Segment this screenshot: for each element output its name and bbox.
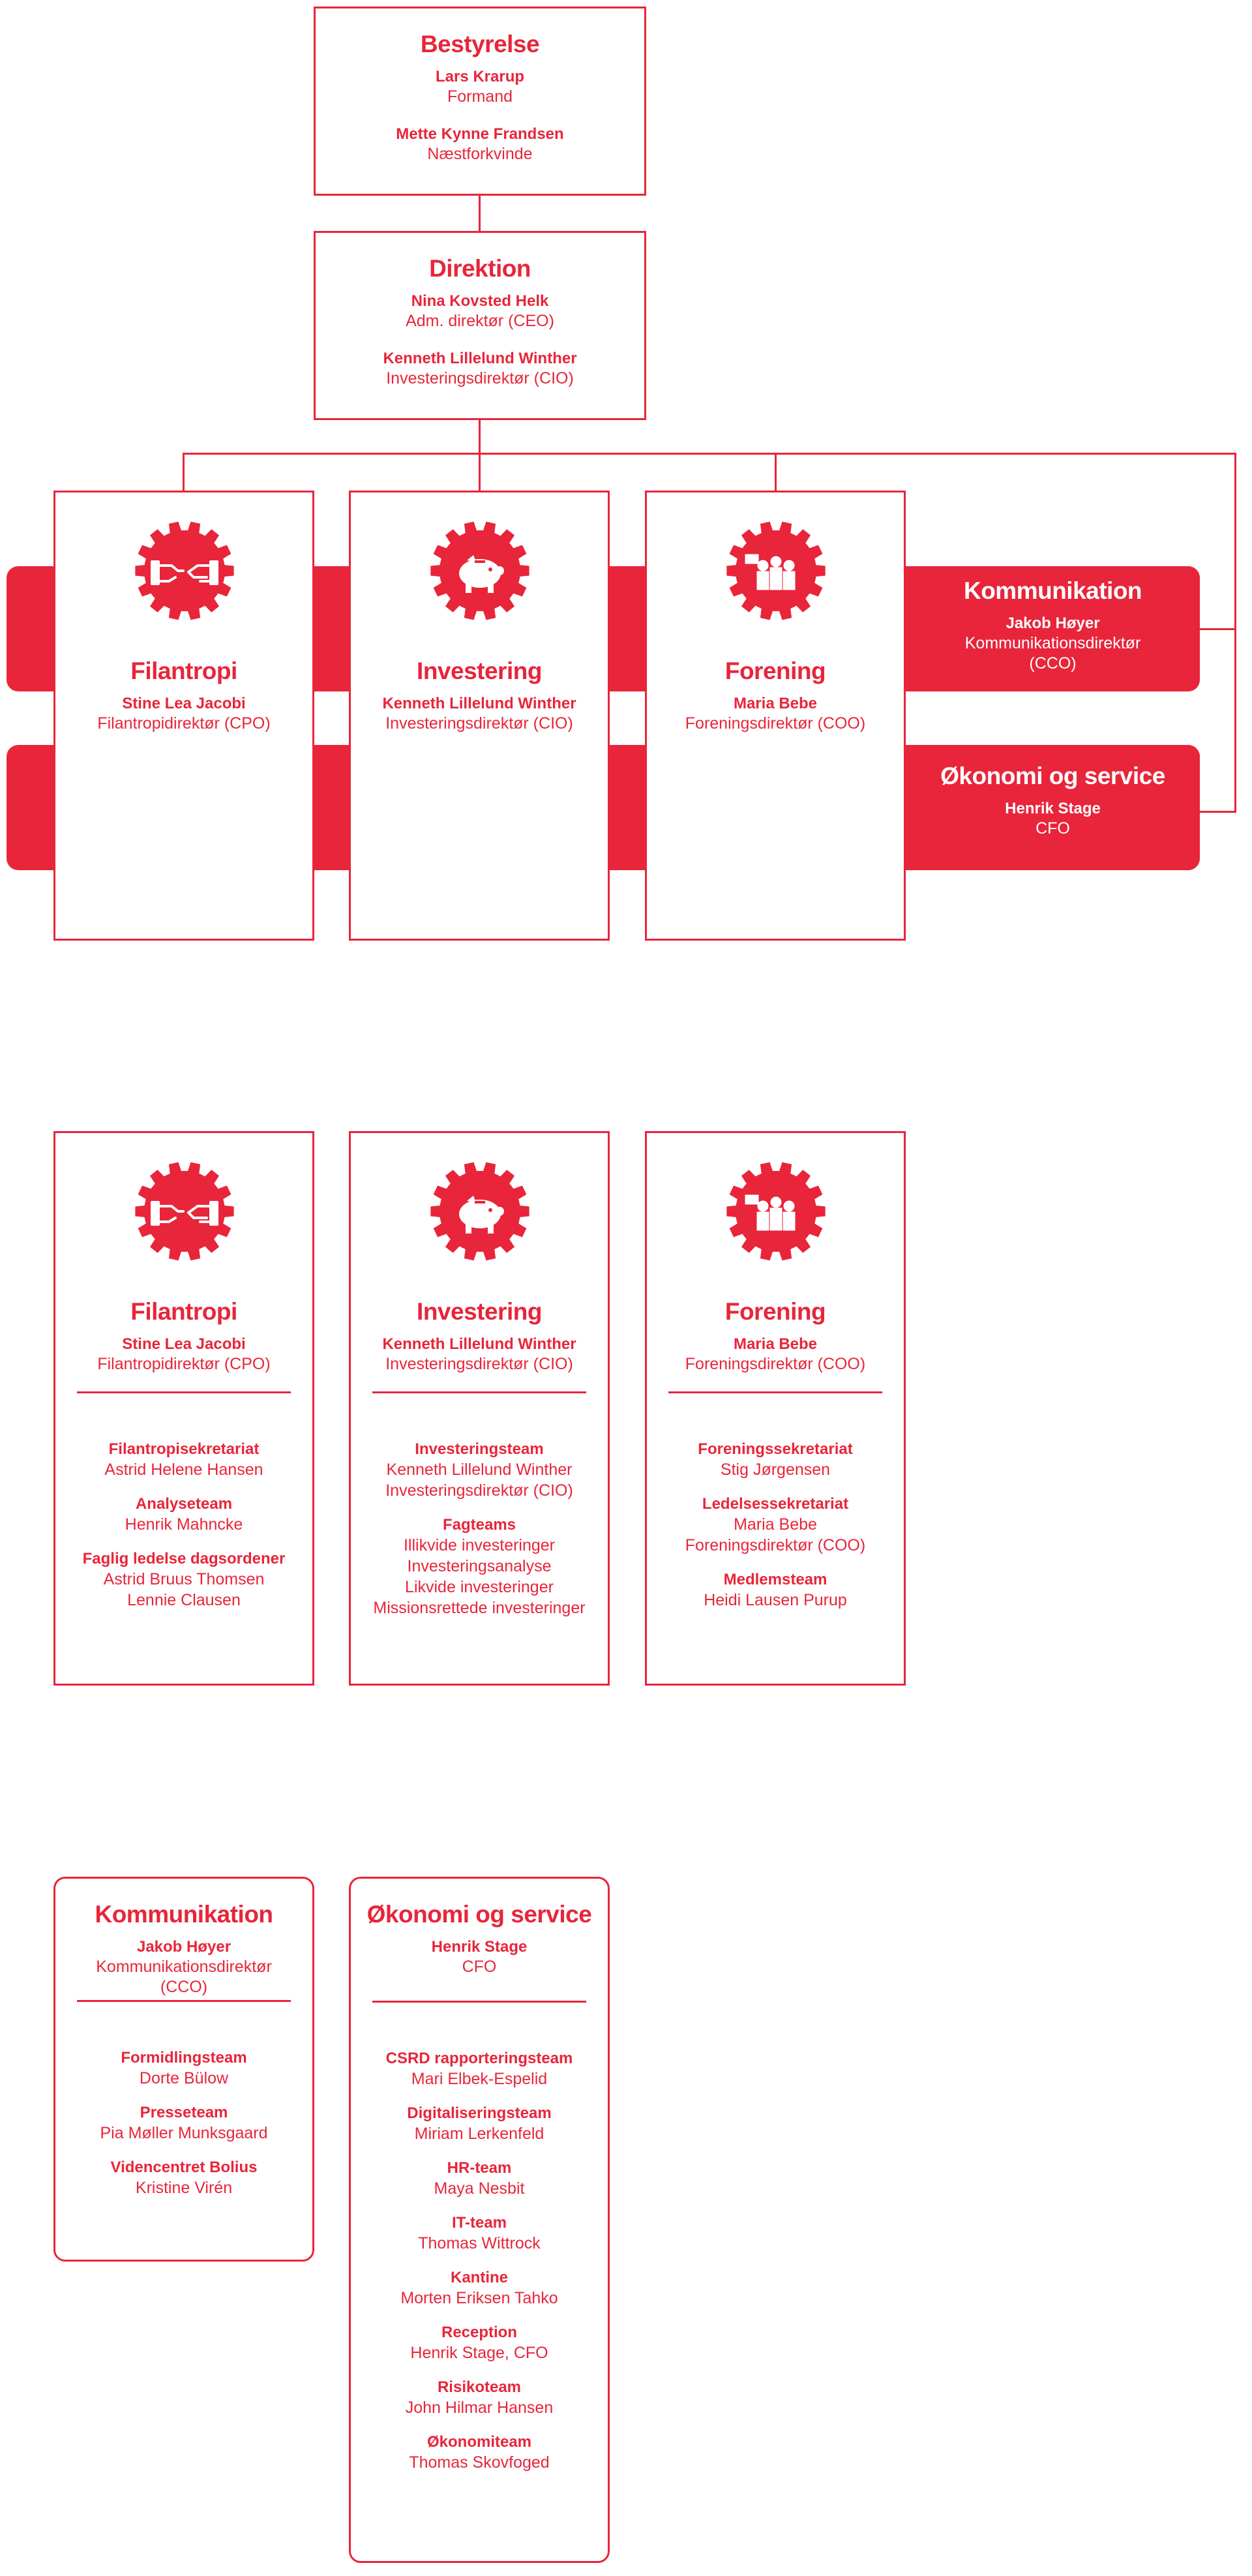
team-name: Digitaliseringsteam bbox=[407, 2104, 552, 2122]
staff-person-name: Jakob Høyer bbox=[1006, 614, 1100, 632]
people-gear-icon bbox=[724, 519, 828, 623]
handshake-gear-icon bbox=[132, 1159, 237, 1264]
team-member: Stig Jørgensen bbox=[720, 1461, 831, 1479]
direktion-title: Direktion bbox=[429, 255, 531, 282]
team-member: Astrid Bruus Thomsen bbox=[103, 1570, 265, 1588]
team-name: Formidlingsteam bbox=[121, 2049, 247, 2067]
team-name: CSRD rapporteringsteam bbox=[385, 2050, 573, 2067]
divider bbox=[77, 2000, 291, 2002]
board-person-role: Næstforkvinde bbox=[427, 145, 533, 163]
unit-title: Investering bbox=[417, 1298, 542, 1325]
team-member: Missionsrettede investeringer bbox=[373, 1599, 586, 1617]
staff-person-role: Kommunikationsdirektør bbox=[964, 634, 1141, 652]
connector-right-vertical bbox=[1234, 453, 1236, 813]
team-member: Maya Nesbit bbox=[434, 2179, 525, 2198]
board-person-name: Lars Krarup bbox=[435, 68, 525, 85]
team-member: Miriam Lerkenfeld bbox=[414, 2125, 544, 2143]
unit-person-role: Filantropidirektør (CPO) bbox=[97, 714, 271, 733]
team-member: Morten Eriksen Tahko bbox=[400, 2289, 558, 2307]
divider bbox=[77, 1391, 291, 1393]
unit-title: Forening bbox=[724, 658, 826, 684]
unit-person-role: Kommunikationsdirektør bbox=[96, 1958, 272, 1976]
unit-person-role: Investeringsdirektør (CIO) bbox=[385, 714, 573, 733]
team-member: John Hilmar Hansen bbox=[405, 2399, 554, 2417]
divider bbox=[372, 1391, 586, 1393]
connector-to-forening bbox=[775, 453, 777, 491]
unit-person-name: Maria Bebe bbox=[733, 695, 818, 712]
unit-title: Filantropi bbox=[130, 658, 237, 684]
team-name: Analyseteam bbox=[135, 1495, 233, 1513]
board-person-name: Mette Kynne Frandsen bbox=[396, 125, 564, 143]
unit-title: Filantropi bbox=[130, 1298, 237, 1325]
team-member: Pia Møller Munksgaard bbox=[100, 2124, 268, 2142]
divider bbox=[668, 1391, 882, 1393]
unit-person-name: Maria Bebe bbox=[733, 1335, 818, 1353]
direktion-person-role: Adm. direktør (CEO) bbox=[406, 312, 554, 330]
handshake-gear-icon bbox=[132, 519, 237, 623]
unit-person-name: Henrik Stage bbox=[431, 1938, 528, 1956]
team-member: Kristine Virén bbox=[135, 2179, 233, 2197]
people-gear-icon bbox=[724, 1159, 828, 1264]
detail-box-okonomi bbox=[349, 1877, 610, 2563]
staff-person-name: Henrik Stage bbox=[1005, 800, 1101, 817]
team-member: Illikvide investeringer bbox=[403, 1536, 556, 1554]
team-name: Foreningssekretariat bbox=[698, 1440, 853, 1458]
team-member: Lennie Clausen bbox=[127, 1591, 241, 1609]
team-name: Presseteam bbox=[140, 2104, 228, 2121]
connector-to-okonomi bbox=[1200, 811, 1236, 813]
unit-title: Forening bbox=[724, 1298, 826, 1325]
board-title: Bestyrelse bbox=[420, 31, 540, 57]
team-member: Investeringsdirektør (CIO) bbox=[385, 1481, 573, 1500]
divider bbox=[372, 2001, 586, 2003]
team-name: Medlemsteam bbox=[723, 1571, 827, 1588]
unit-title: Kommunikation bbox=[95, 1901, 273, 1928]
team-name: Økonomiteam bbox=[426, 2433, 532, 2451]
connector-to-investering bbox=[479, 453, 481, 491]
detail-box-investering bbox=[349, 1131, 610, 1686]
connector-board-direktion bbox=[479, 193, 481, 231]
team-member: Astrid Helene Hansen bbox=[104, 1461, 263, 1479]
unit-box-investering bbox=[349, 491, 610, 941]
staff-title: Kommunikation bbox=[963, 577, 1142, 604]
board-box bbox=[314, 7, 646, 196]
unit-person-role: Foreningsdirektør (COO) bbox=[685, 1355, 866, 1373]
team-member: Thomas Wittrock bbox=[418, 2234, 541, 2252]
team-name: Investeringsteam bbox=[415, 1440, 544, 1458]
direktion-box bbox=[314, 231, 646, 420]
team-member: Thomas Skovfoged bbox=[409, 2453, 550, 2472]
unit-person-name: Jakob Høyer bbox=[136, 1938, 231, 1956]
unit-person-role: CFO bbox=[462, 1958, 497, 1976]
team-member: Dorte Bülow bbox=[139, 2069, 229, 2087]
staff-box-kommunikation bbox=[906, 566, 1200, 691]
connector-direktion-down bbox=[479, 417, 481, 454]
unit-person-name: Kenneth Lillelund Winther bbox=[382, 1335, 576, 1353]
piggy-bank-gear-icon bbox=[428, 519, 532, 623]
team-name: Faglig ledelse dagsordener bbox=[82, 1550, 286, 1568]
team-name: Fagteams bbox=[442, 1516, 516, 1534]
unit-person-name: Stine Lea Jacobi bbox=[122, 1335, 246, 1353]
team-name: Reception bbox=[441, 2324, 517, 2341]
detail-box-filantropi bbox=[53, 1131, 314, 1686]
detail-box-forening bbox=[645, 1131, 906, 1686]
unit-person-role: Foreningsdirektør (COO) bbox=[685, 714, 866, 733]
staff-title: Økonomi og service bbox=[940, 763, 1165, 789]
team-member: Henrik Stage, CFO bbox=[410, 2344, 548, 2362]
team-member: Likvide investeringer bbox=[405, 1578, 554, 1596]
direktion-person-name: Nina Kovsted Helk bbox=[411, 292, 549, 310]
team-name: Videncentret Bolius bbox=[110, 2159, 258, 2176]
unit-person-role: (CCO) bbox=[160, 1978, 208, 1996]
team-name: Ledelsessekretariat bbox=[702, 1495, 849, 1513]
team-member: Kenneth Lillelund Winther bbox=[386, 1461, 573, 1479]
team-member: Mari Elbek-Espelid bbox=[411, 2070, 548, 2088]
board-person-role: Formand bbox=[447, 87, 513, 106]
unit-person-role: Investeringsdirektør (CIO) bbox=[385, 1355, 573, 1373]
unit-person-role: Filantropidirektør (CPO) bbox=[97, 1355, 271, 1373]
unit-box-forening bbox=[645, 491, 906, 941]
connector-to-kommunikation bbox=[1200, 628, 1236, 630]
unit-person-name: Kenneth Lillelund Winther bbox=[382, 695, 576, 712]
team-member: Maria Bebe bbox=[734, 1515, 817, 1534]
team-name: Kantine bbox=[450, 2269, 508, 2286]
piggy-bank-gear-icon bbox=[428, 1159, 532, 1264]
detail-box-kommunikation bbox=[53, 1877, 314, 2262]
team-name: Risikoteam bbox=[437, 2378, 522, 2396]
connector-horizontal-main bbox=[183, 453, 1236, 455]
staff-box-okonomi bbox=[906, 745, 1200, 870]
direktion-person-role: Investeringsdirektør (CIO) bbox=[386, 369, 574, 387]
connector-to-filantropi bbox=[183, 453, 185, 491]
direktion-person-name: Kenneth Lillelund Winther bbox=[383, 350, 577, 367]
unit-title: Investering bbox=[417, 658, 542, 684]
team-name: IT-team bbox=[451, 2214, 507, 2232]
team-member: Foreningsdirektør (COO) bbox=[685, 1536, 866, 1554]
staff-person-role: CFO bbox=[1036, 819, 1070, 838]
team-member: Heidi Lausen Purup bbox=[704, 1591, 847, 1609]
team-member: Henrik Mahncke bbox=[125, 1515, 243, 1534]
staff-person-role: (CCO) bbox=[1029, 654, 1077, 673]
team-name: HR-team bbox=[447, 2159, 512, 2177]
team-member: Investeringsanalyse bbox=[407, 1557, 552, 1575]
unit-person-name: Stine Lea Jacobi bbox=[122, 695, 246, 712]
unit-box-filantropi bbox=[53, 491, 314, 941]
team-name: Filantropisekretariat bbox=[108, 1440, 260, 1458]
unit-title: Økonomi og service bbox=[366, 1901, 592, 1928]
